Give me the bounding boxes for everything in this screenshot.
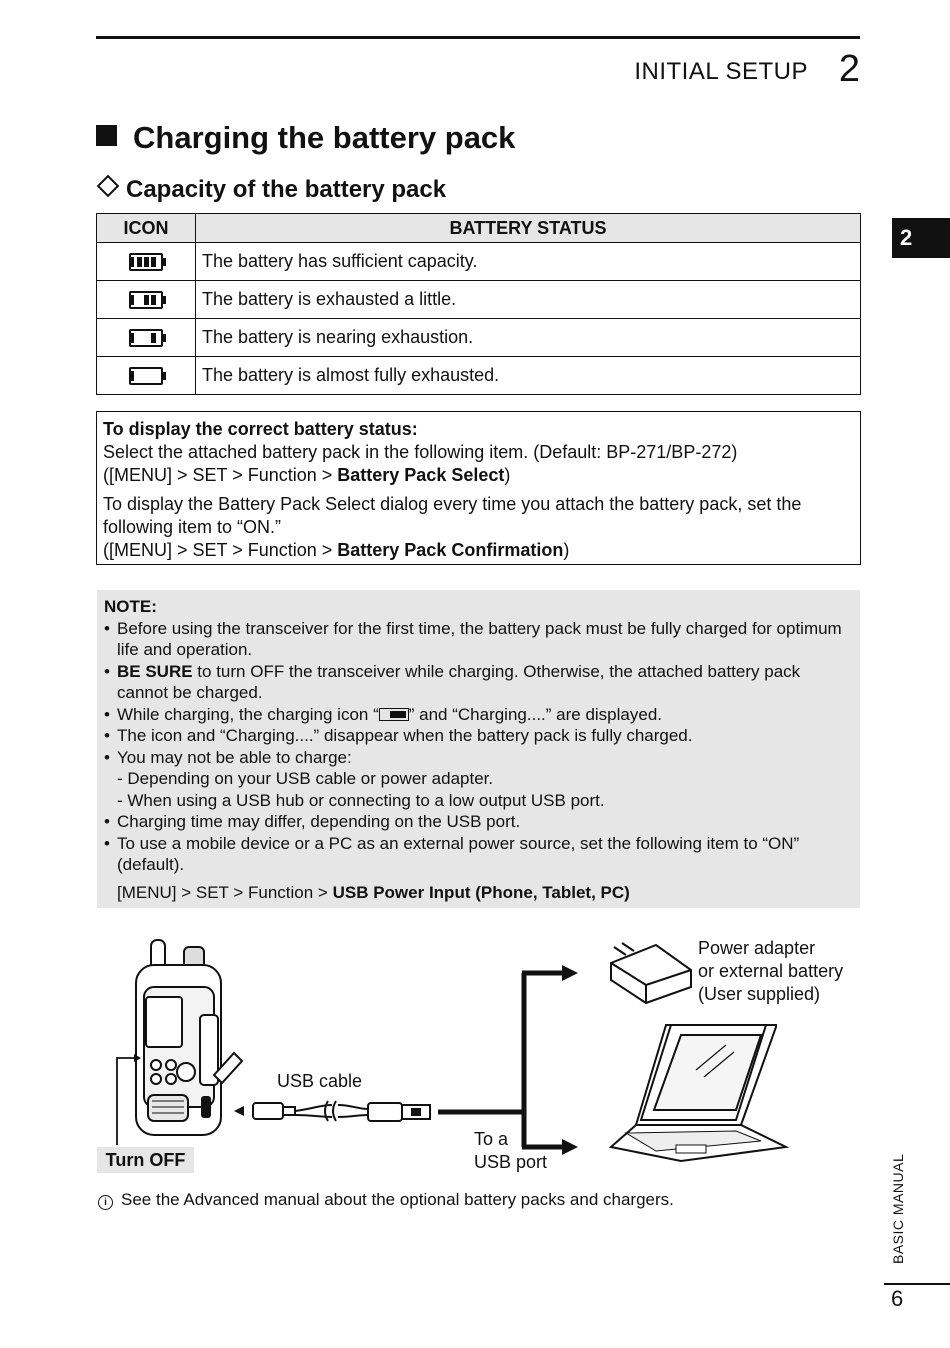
status-column-header: BATTERY STATUS [196,214,861,243]
info-box-title: To display the correct battery status: [103,419,418,439]
sub-list-item: - Depending on your USB cable or power adapter. [117,769,494,788]
section-title [96,120,515,156]
battery-empty-icon [129,367,163,385]
turn-off-label: Turn OFF [97,1147,194,1173]
sub-list-item: - When using a USB hub or connecting to a low output USB port. [117,790,605,810]
chapter-title: INITIAL SETUP [634,58,808,85]
note-menu-path: [MENU] > SET > Function > USB Power Input (Phone, Tablet, PC) [117,882,630,902]
usb-cable-illustration [234,1101,430,1121]
usb-port-label-line2: USB port [474,1152,548,1172]
footnote-text: See the Advanced manual about the optional battery packs and chargers. [121,1190,674,1209]
page-number: 6 [891,1286,904,1311]
list-item: • You may not be able to charge: [104,747,853,769]
table-row [97,357,861,395]
info-box-path1: ([MENU] > SET > Function > Battery Pack Select) [103,465,511,485]
list-item: • Before using the transceiver for the first time, the battery pack must be fully charged for optimum life and operation. [104,618,853,661]
usb-port-label-line1: To a [474,1129,509,1149]
power-adapter-label-line2: or external battery [698,961,844,981]
power-adapter-illustration [611,943,691,1003]
table-row [97,319,861,357]
status-cell: The battery is almost fully exhausted. [196,357,861,395]
info-box-line1: Select the attached battery pack in the following item. (Default: BP-271/BP-272) [103,442,738,462]
subsection-title-text: Capacity of the battery pack [126,176,447,203]
turn-off-leader-line [117,1058,134,1145]
info-box-line2: To display the Battery Pack Select dialog every time you attach the battery pack, set the following item to “ON.” [103,494,802,537]
battery-full-icon [129,253,163,271]
list-item: • BE SURE to turn OFF the transceiver while charging. Otherwise, the attached battery pack cannot be charged. [104,661,853,704]
power-adapter-label-line1: Power adapter [698,938,816,958]
usb-cable-label: USB cable [277,1071,363,1091]
list-item: • The icon and “Charging....” disappear when the battery pack is fully charged. [104,725,853,747]
side-label [886,1146,912,1266]
charging-battery-icon [379,708,409,721]
section-title-text: Charging the battery pack [133,120,516,155]
note-box [97,590,860,908]
table-header-row [97,214,861,243]
arrow-to-adapter-icon [562,965,578,981]
battery-status-table [96,213,861,395]
subsection-title [96,176,446,204]
status-cell: The battery has sufficient capacity. [196,243,861,281]
list-item: • While charging, the charging icon “ ” and “Charging....” are displayed. [104,704,853,726]
laptop-illustration [611,1025,786,1161]
note-title: NOTE: [104,597,157,616]
chapter-number: 2 [838,48,860,90]
icon-column-header: ICON [97,214,196,243]
power-adapter-label-line3: (User supplied) [698,984,821,1004]
transceiver-illustration [136,940,242,1135]
list-item: • Charging time may differ, depending on the USB port. [104,811,853,833]
list-item: • To use a mobile device or a PC as an external power source, set the following item to “ON” (default). [104,833,853,876]
footnote [98,1190,674,1210]
square-bullet-icon [96,125,117,146]
note-list [104,618,853,876]
battery-two-thirds-icon [129,291,163,309]
table-row [97,243,861,281]
table-row [97,281,861,319]
battery-one-third-icon [129,329,163,347]
chapter-tab[interactable]: 2 [892,218,950,258]
connection-lines [438,973,564,1147]
info-box-path2: ([MENU] > SET > Function > Battery Pack Confirmation) [103,540,570,560]
arrow-to-usb-port-icon [562,1139,578,1155]
battery-status-info-box [96,411,861,565]
side-label-text: BASIC MANUAL [890,1153,906,1264]
status-cell: The battery is nearing exhaustion. [196,319,861,357]
page-number-rule [884,1283,950,1285]
top-rule [96,36,860,39]
status-cell: The battery is exhausted a little. [196,281,861,319]
info-icon: i [98,1195,113,1210]
diamond-bullet-icon [97,175,120,198]
